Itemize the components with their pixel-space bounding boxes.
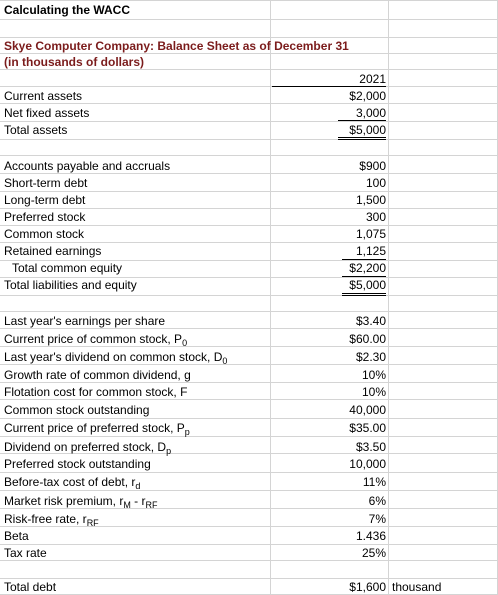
asset-label[interactable]: Total assets: [4, 123, 68, 137]
input-value[interactable]: $3.50: [355, 440, 386, 454]
liability-label[interactable]: Short-term debt: [4, 176, 88, 190]
double-underline: [342, 293, 386, 296]
row-divider: [0, 399, 498, 400]
row-divider: [0, 382, 498, 383]
liability-value[interactable]: 1,125: [355, 244, 386, 258]
row-divider: [0, 37, 498, 38]
row-divider: [0, 242, 498, 243]
liability-label[interactable]: Long-term debt: [4, 193, 86, 207]
asset-value[interactable]: $2,000: [349, 89, 386, 103]
row-divider: [0, 208, 498, 209]
row-divider: [0, 53, 498, 54]
row-divider: [0, 19, 498, 20]
input-value[interactable]: 1.436: [355, 529, 386, 543]
underline: [342, 259, 386, 260]
asset-value[interactable]: 3,000: [355, 106, 386, 120]
row-divider: [0, 139, 498, 140]
liability-value[interactable]: 100: [365, 176, 386, 190]
underline: [272, 86, 386, 87]
input-value[interactable]: $2.30: [355, 350, 386, 364]
input-value[interactable]: $3.40: [355, 314, 386, 328]
input-value[interactable]: 10,000: [349, 457, 386, 471]
input-label[interactable]: Risk-free rate, $r_{RF}$: [4, 512, 99, 528]
asset-label[interactable]: Current assets: [4, 89, 83, 103]
asset-value[interactable]: $5,000: [349, 123, 386, 137]
input-label[interactable]: Total debt: [4, 580, 57, 594]
row-divider: [0, 121, 498, 122]
page-title[interactable]: Calculating the WACC: [4, 3, 131, 17]
liability-label[interactable]: Total liabilities and equity: [4, 278, 137, 292]
input-label[interactable]: Flotation cost for common stock, F: [4, 385, 188, 399]
row-divider: [0, 311, 498, 312]
input-value[interactable]: 6%: [368, 494, 386, 508]
row-divider: [0, 436, 498, 437]
input-label[interactable]: Growth rate of common dividend, g: [4, 368, 191, 382]
liability-label[interactable]: Total common equity: [12, 261, 123, 275]
input-label[interactable]: Beta: [4, 529, 29, 543]
liability-value[interactable]: 1,500: [355, 193, 386, 207]
row-divider: [0, 418, 498, 419]
sheet-heading[interactable]: Skye Computer Company: Balance Sheet as of December 31: [4, 39, 349, 53]
input-label[interactable]: Preferred stock outstanding: [4, 457, 151, 471]
liability-value[interactable]: 300: [365, 210, 386, 224]
input-label[interactable]: Before-tax cost of debt, $r_d$: [4, 475, 141, 491]
input-value[interactable]: 40,000: [349, 403, 386, 417]
row-divider: [0, 364, 498, 365]
liability-label[interactable]: Accounts payable and accruals: [4, 159, 171, 173]
row-divider: [0, 295, 498, 296]
input-label[interactable]: Market risk premium, $r_M - r_{RF}$: [4, 494, 158, 510]
liability-label[interactable]: Preferred stock: [4, 210, 86, 224]
input-value[interactable]: 11%: [362, 475, 386, 489]
year-header[interactable]: 2021: [359, 72, 386, 86]
liability-value[interactable]: $2,200: [349, 261, 386, 275]
column-divider: [270, 0, 271, 594]
row-divider: [0, 155, 498, 156]
row-divider: [0, 578, 498, 579]
liability-value[interactable]: $900: [359, 159, 386, 173]
input-label[interactable]: Common stock outstanding: [4, 403, 150, 417]
row-divider: [0, 346, 498, 347]
input-value[interactable]: 25%: [361, 546, 386, 560]
unit-label[interactable]: thousand: [392, 580, 442, 594]
input-label[interactable]: Dividend on preferred stock, $D_p$: [4, 440, 172, 456]
row-divider: [0, 173, 498, 174]
input-label[interactable]: Last year's earnings per share: [4, 314, 166, 328]
input-label[interactable]: Tax rate: [4, 546, 47, 560]
row-divider: [0, 490, 498, 491]
input-value[interactable]: 10%: [361, 368, 386, 382]
sheet-subheading[interactable]: (in thousands of dollars): [4, 55, 144, 69]
row-divider: [0, 328, 498, 329]
row-divider: [0, 103, 498, 104]
asset-label[interactable]: Net fixed assets: [4, 106, 90, 120]
input-value[interactable]: $60.00: [349, 332, 386, 346]
underline: [342, 276, 386, 277]
row-divider: [0, 69, 498, 70]
row-divider: [0, 0, 498, 1]
row-divider: [0, 225, 498, 226]
input-value[interactable]: 7%: [368, 512, 386, 526]
row-divider: [0, 544, 498, 545]
input-label[interactable]: Current price of common stock, $P_0$: [4, 332, 188, 348]
double-underline: [338, 137, 386, 140]
row-divider: [0, 508, 498, 509]
liability-label[interactable]: Retained earnings: [4, 244, 102, 258]
input-value[interactable]: $35.00: [349, 421, 386, 435]
input-label[interactable]: Last year's dividend on common stock, $D_0$: [4, 350, 228, 366]
row-divider: [0, 560, 498, 561]
underline: [338, 120, 386, 121]
row-divider: [0, 526, 498, 527]
column-divider: [388, 0, 389, 594]
input-value[interactable]: $1,600: [349, 580, 386, 594]
input-label[interactable]: Current price of preferred stock, $P_p$: [4, 421, 190, 437]
liability-value[interactable]: $5,000: [349, 278, 386, 292]
liability-label[interactable]: Common stock: [4, 227, 85, 241]
row-divider: [0, 472, 498, 473]
row-divider: [0, 191, 498, 192]
input-value[interactable]: 10%: [361, 385, 386, 399]
liability-value[interactable]: 1,075: [355, 227, 386, 241]
row-divider: [0, 86, 498, 87]
